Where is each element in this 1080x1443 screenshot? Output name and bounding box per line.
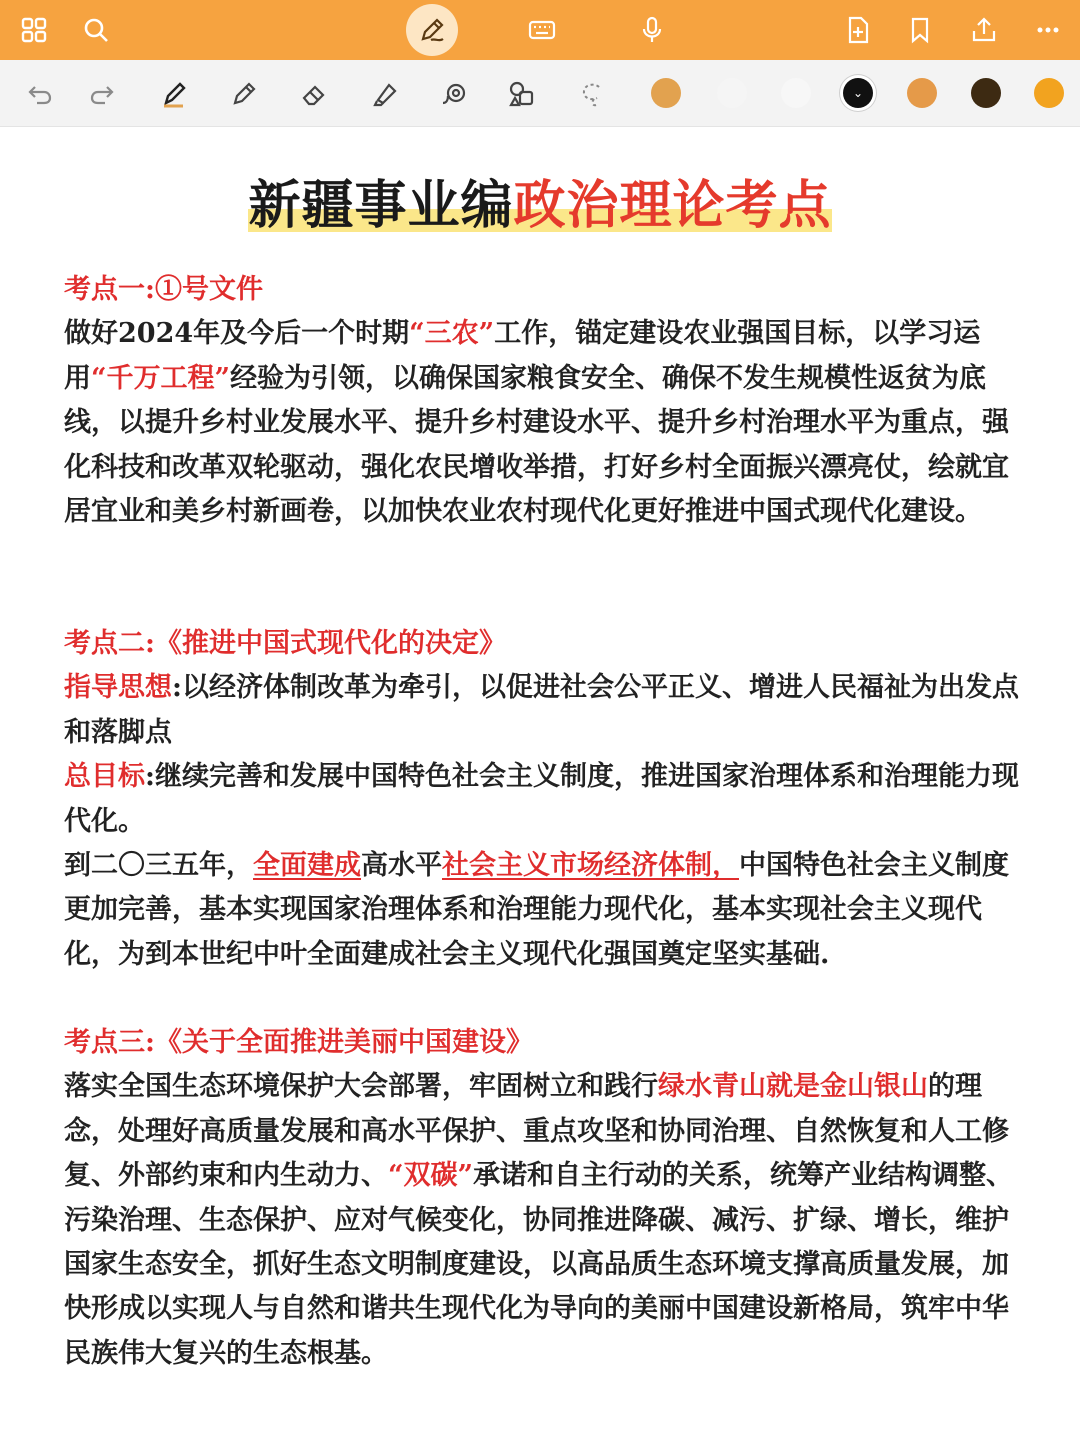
- section-1-highlight-a: “三农”: [409, 318, 495, 350]
- section-1-highlight-b: “千万工程”: [91, 362, 231, 394]
- color-swatch-black[interactable]: [843, 78, 873, 108]
- color-swatch-orange[interactable]: [907, 78, 937, 108]
- color-swatch-white[interactable]: [717, 78, 747, 108]
- underline-b: 社会主义市场经济体制，: [442, 850, 739, 882]
- title-part-1: 新疆事业编: [248, 175, 514, 236]
- section-3-text-b: 的理念，处理好高质量发展和高水平保护、重点攻坚和协同治理、自然恢复和人工修复、外部约束和内生动力、: [64, 1071, 1009, 1192]
- section-2-guiding: [64, 666, 1024, 755]
- section-3-highlight-a: 绿水青山就是金山银山: [658, 1071, 928, 1103]
- section-2-text-c1: 到二〇三五年，: [64, 850, 253, 882]
- section-2: [64, 622, 1024, 977]
- color-swatch-brown[interactable]: [971, 78, 1001, 108]
- section-3: [64, 1021, 1024, 1376]
- chevron-down-icon: ⌄: [852, 86, 864, 100]
- share-icon[interactable]: [964, 10, 1004, 50]
- grid-icon[interactable]: [14, 10, 54, 50]
- section-1-heading: 考点一:①号文件: [64, 274, 263, 305]
- title-container: [0, 175, 1080, 237]
- add-page-icon[interactable]: [838, 10, 878, 50]
- section-3-text-a: 落实全国生态环境保护大会部署，牢固树立和践行: [64, 1071, 658, 1103]
- bookmark-icon[interactable]: [900, 10, 940, 50]
- keyboard-icon[interactable]: [522, 10, 562, 50]
- underline-a: 全面建成: [253, 850, 361, 882]
- section-3-body: [64, 1065, 1024, 1376]
- guiding-label: 指导思想: [64, 672, 172, 704]
- highlighter-icon[interactable]: [364, 74, 404, 114]
- section-3-text-c: 承诺和自主行动的关系，统筹产业结构调整、污染治理、生态保护、应对气候变化，协同推进降碳、减污、扩绿、增长，维护国家生态安全，抓好生态文明制度建设，以高品质生态环境支撑高质量发展，加快形成以实现人与自然和谐共生现代化为导向的美丽中国建设新格局，筑牢中华民族伟大复兴的生态根基。: [64, 1160, 1014, 1369]
- undo-icon[interactable]: [20, 74, 60, 114]
- redo-icon[interactable]: [82, 74, 122, 114]
- search-icon[interactable]: [76, 10, 116, 50]
- color-swatch-tan[interactable]: [651, 78, 681, 108]
- section-1-body: [64, 312, 1024, 534]
- page-title: [248, 175, 831, 237]
- section-2-2035: [64, 844, 1024, 977]
- section-2-heading: 考点二:《推进中国式现代化的决定》: [64, 628, 506, 659]
- section-1-text-b: 工作，锚定建设农业强国目标，以学习运用: [64, 318, 981, 394]
- color-swatch-amber[interactable]: [1034, 78, 1064, 108]
- section-1: [64, 268, 1024, 534]
- section-1-text-a: 做好2024年及今后一个时期: [64, 318, 410, 350]
- pen-icon[interactable]: [406, 4, 458, 56]
- note-page[interactable]: [0, 127, 1080, 1443]
- section-2-goal: [64, 755, 1024, 844]
- fountain-pen-icon[interactable]: [154, 74, 194, 114]
- top-app-bar: [0, 0, 1080, 60]
- section-3-heading: 考点三:《关于全面推进美丽中国建设》: [64, 1027, 533, 1058]
- title-part-2: 政治理论考点: [513, 175, 832, 236]
- guiding-text: :以经济体制改革为牵引，以促进社会公平正义、增进人民福祉为出发点和落脚点: [64, 672, 1019, 748]
- section-1-text-c: 经验为引领，以确保国家粮食安全、确保不发生规模性返贫为底线，以提升乡村业发展水平、提升乡村建设水平、提升乡村治理水平为重点，强化科技和改革双轮驱动，强化农民增收举措，打好乡村全面振兴漂亮仗，绘就宜居宜业和美乡村新画卷，以加快农业农村现代化更好推进中国式现代化建设。: [64, 362, 1009, 528]
- element-icon[interactable]: [502, 74, 542, 114]
- lasso-icon[interactable]: [572, 74, 612, 114]
- section-2-text-c3: 中国特色社会主义制度更加完善，基本实现国家治理体系和治理能力现代化，基本实现社会主义现代化，为到本世纪中叶全面建成社会主义现代化强国奠定坚实基础.: [64, 850, 1009, 970]
- color-swatch-light-gray[interactable]: [781, 78, 811, 108]
- pencil-icon[interactable]: [224, 74, 264, 114]
- mic-icon[interactable]: [632, 10, 672, 50]
- goal-text: :继续完善和发展中国特色社会主义制度，推进国家治理体系和治理能力现代化。: [64, 761, 1019, 837]
- shape-icon[interactable]: [434, 74, 474, 114]
- section-2-text-c2: 高水平: [361, 850, 442, 882]
- more-icon[interactable]: [1028, 10, 1068, 50]
- eraser-icon[interactable]: [294, 74, 334, 114]
- section-3-highlight-b: “双碳”: [388, 1160, 474, 1192]
- goal-label: 总目标: [64, 761, 145, 793]
